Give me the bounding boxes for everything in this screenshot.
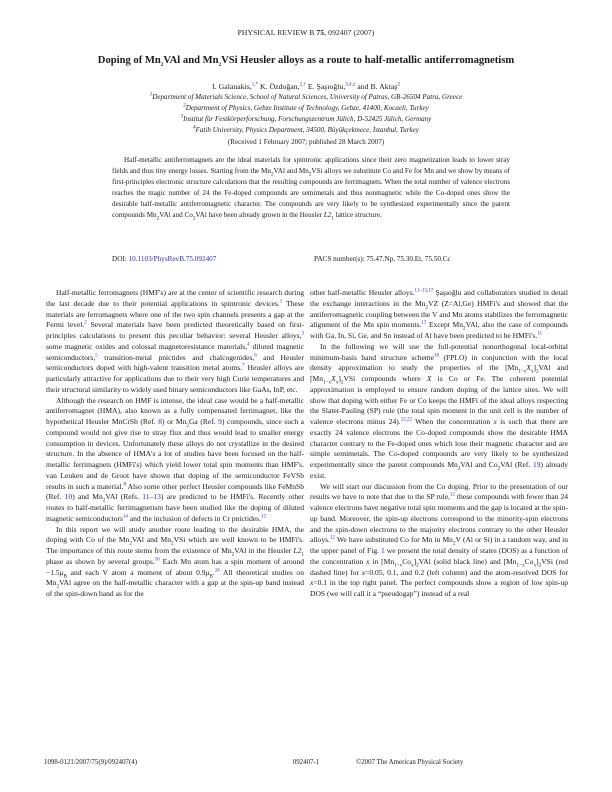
author: I. Galanakis, (212, 82, 252, 91)
citation-link[interactable]: 5 (95, 352, 98, 358)
journal-header (0, 28, 612, 37)
paragraph: We will start our discussion from the Co doping. Prior to the presentation of our results we have to note that due to the SP rule,$^{12}$ these compounds with fewer than 24 valence electrons have negative total spin moments and the gap is located at the spin-up band. Moreover, the spin-up electrons correspond to the minority-spin electrons and the spin-down electrons to the majority electrons contrary to the other Heusler alloys.$^{12}$ We have substituted Co for Mn in $Mn_2V$ (Al or Si) in a random way, and in the upper panel of Fig. 1 we present the total density of states (DOS) as a function of the concentration x in $[Mn_{1-x}Co_x]_2VAl$ (solid black line) and $[Mn_{1-x}Co_x]_2VSi$ (red dashed line) for x=0.05, 0.1, and 0.2 (left column) and the atom-resolved DOS for x=0.1 in the top right panel. The perfect compounds show a region of low spin-up DOS (we will call it a “pseudogap”) instead of a real (310, 481, 569, 598)
article-info: , 092407 (2007) (324, 28, 375, 37)
citation-link[interactable]: 15 (261, 514, 267, 520)
body-column-left (46, 288, 304, 600)
author-affiliation-mark[interactable]: 2,† (299, 82, 306, 88)
abstract: Half-metallic antiferromagnets are the ideal materials for spintronic applications since their zero magnetization leads to lower stray fields and thus tiny energy losses. Starting from the $Mn_2VAl$ and $Mn_2VSi$ alloys we substitute Co and Fe for Mn and we show by means of first-principles electronic structure calculations that the resulting compounds are ferrimagnets. When the total number of valence electrons reaches the magic number of 24 the Fe-doped compounds are semimetals and thus nonmagnetic while the Co-doped ones show the desirable half-metallic antiferromagnetic character. The compounds are very likely to be synthesized experimentally since the parent compounds $Mn_2VAl$ and $Co_2VAl$ have been already grown in the Heusler $L2_1$ lattice structure. (112, 156, 511, 222)
paper-title: Doping of $Mn_2VAl$ and $Mn_2VSi$ Heusler alloys as a route to half-metallic antiferromagnetism (97, 55, 515, 69)
citation-link[interactable]: 16 (154, 557, 160, 563)
author-affiliation-mark[interactable]: 1,* (251, 82, 259, 88)
citation-link[interactable]: 11 (537, 331, 543, 337)
footer-copyright: ©2007 The American Physical Society (356, 759, 464, 766)
citation-link[interactable]: 13 (421, 320, 427, 326)
journal-name: PHYSICAL REVIEW B (237, 28, 315, 37)
citation-link[interactable]: 3 (301, 331, 304, 337)
footer-issn: 1098-0121/2007/75(9)/092407(4) (44, 759, 138, 766)
citation-link[interactable]: 2 (84, 320, 87, 326)
author-affiliation-mark: 2 (397, 82, 400, 88)
doi (112, 255, 216, 263)
doi-link[interactable]: 10.1103/PhysRevB.75.092407 (128, 255, 217, 263)
figure-link[interactable]: 1 (380, 546, 385, 555)
author: K. Özdoğan, (258, 82, 300, 91)
citation-link[interactable]: 4 (247, 342, 250, 348)
citation-link[interactable]: 11–13 (142, 492, 161, 502)
citation-link[interactable]: 12,22 (400, 417, 412, 423)
citation-link[interactable]: 9 (218, 417, 222, 426)
pacs-numbers: PACS number(s): 75.47.Np, 75.30.Et, 75.50.Cc (314, 255, 451, 263)
footer-page-number: 092407-1 (292, 759, 320, 766)
affiliation: $^2$Department of Physics, Gebze Institute of Technology, Gebze, 41400, Kocaeli, Turkey (183, 103, 429, 112)
paragraph: In the following we will use the full-potential nonorthogonal local-orbital minimum-basis band structure scheme$^{18}$ (FPLO) in conjunction with the local density approximation to study the properties of the $[Mn_{1-x}X_x]_2VAl$ and $[Mn_{1-x}X_x]_2VSi$ compounds where X is Co or Fe. The coherent potential approximation is employed to ensure random doping of the lattice sites. We will show that doping with either Fe or Co keeps the HMFi of the ideal alloys respecting the Slater-Pauling (SP) rule (the total spin moment in the unit cell is the number of valence electrons minus 24).$^{12,22}$ When the concentration x is such that there are exactly 24 valence electrons the Co-doped compounds show the desirable HMA character contrary to the Fe-doped ones which lose their magnetic character and are simple semimetals. The Co-doped compounds are very likely to be synthesized experimentally since the parent compounds $Mn_2VAl$ and $Co_2VAl$ (Ref. 19) already exist. (310, 341, 569, 480)
citation-link[interactable]: 1 (279, 299, 283, 305)
citation-link[interactable]: 14 (122, 514, 128, 520)
citation-link[interactable]: 18 (434, 352, 440, 358)
received-dates: (Received 1 February 2007; published 28 March 2007) (227, 138, 385, 146)
citation-link[interactable]: 6 (254, 352, 257, 358)
citation-link[interactable]: 12 (329, 535, 335, 541)
author: and B. Aktaş (355, 82, 398, 91)
author-affiliation-mark[interactable]: 3,4,‡ (345, 82, 356, 88)
citation-link[interactable]: 8 (158, 417, 163, 426)
affiliation: $^3$Institut für Festkörperforschung, Forschungszentrum Jülich, D-52425 Jülich, Germany (180, 114, 432, 123)
citation-link[interactable]: 16 (214, 567, 220, 573)
author: E. Şaşıoğlu, (305, 82, 346, 91)
citation-link[interactable]: 12 (449, 492, 455, 498)
affiliation: $^1$Department of Materials Science, School of Natural Sciences, University of Patras, GR-26504 Patra, Greece (149, 92, 463, 101)
paragraph: Half-metallic ferromagnets (HMF's) are at the center of scientific research during the last decade due to their potential applications in spintronic devices.$^1$ These materials are ferromagnets where one of the two spin channels presents a gap at the Fermi level.$^2$ Several materials have been predicted theoretically based on first-principles calculations to present this peculiar behavior: several Heusler alloys,$^3$ some magnetic oxides and colossal magnetoresistance materials,$^4$ diluted magnetic semiconductors,$^5$ transition-metal pnictides and chalcogenides,$^6$ and Heusler semiconductors doped with high-valent transition metal atoms.$^7$ Heusler alloys are particularly attractive for applications due to their very high Curie temperatures and their structural similarity to widely used binary semiconductors like GaAs, InP, etc. (46, 288, 305, 394)
paragraph: Although the research on HMF is intense, the ideal case would be a half-metallic antiferromagnet (HMA), also known as a fully compensated ferrimagnet, like the hypothetical Heusler MnCrSb (Ref. 8) or $Mn_2Ga$ (Ref. 9) compounds, since such a compound would not give rise to stray flux and thus would lead to smaller energy consumption in devices. Unfortunately these alloys do not crystallize in the desired structure. In the absence of HMA's a lot of studies have been focused on the half-metallic ferrimagnets (HMFi's) which yield lower total spin moments than HMF's. van Leuken and de Groot have shown that doping of the semiconductor FeVSb results in such a material.$^8$ Also some other perfect Heusler compounds like FeMnSb (Ref. 10) and $Mn_2VAl$ (Refs. 11–13) are predicted to be HMFi's. Recently other routes to half-metallic ferrimagnetism have been studied like the doping of diluted magnetic semiconductors$^{14}$ and the inclusion of defects in Cr pnictides.$^{15}$ (46, 395, 305, 523)
paragraph: other half-metallic Heusler alloys.$^{11-13,17}$ Şaşıoğlu and collaborators studied in detail the exchange interactions in the $Mn_2VZ$ (Z=Al,Ge) HMFi's and showed that the antiferromagnetic coupling between the V and Mn atoms stabilizes the ferromagnetic alignment of the Mn spin moments.$^{13}$ Except $Mn_2VAl$, also the case of compounds with Ga, In, Si, Ge, and Sn instead of Al have been predicted to be HMFi's.$^{11}$ (310, 288, 568, 340)
author-list (0, 82, 612, 91)
citation-link[interactable]: 8 (123, 481, 126, 487)
paragraph: In this report we will study another route leading to the desirable HMA, the doping with Co of the $Mn_2VAl$ and $Mn_2VSi$ which are well known to be HMFi's. The importance of this route stems from the existence of $Mn_2VAl$ in the Heusler $L2_1$ phase as shown by several groups.$^{16}$ Each Mn atom has a spin moment of around $-1.5\mu_B$ and each V atom a moment of about $0.9\mu_B.^{16}$ All theoretical studies on $Mn_2VAl$ agree on the half-metallic character with a gap at the spin-up band instead of the spin-down band as for the (46, 524, 304, 598)
body-column-right (310, 288, 568, 600)
citation-link[interactable]: 11–13,17 (414, 288, 434, 294)
journal-volume: 75 (316, 28, 325, 37)
citation-link[interactable]: 19 (533, 460, 541, 469)
affiliation: $^4$Fatih University, Physics Department, 34500, Büyükçekmece, İstanbul, Turkey (193, 125, 419, 134)
citation-link[interactable]: 10 (64, 492, 73, 502)
doi-label: DOI: (112, 255, 129, 263)
citation-link[interactable]: 7 (242, 363, 245, 369)
